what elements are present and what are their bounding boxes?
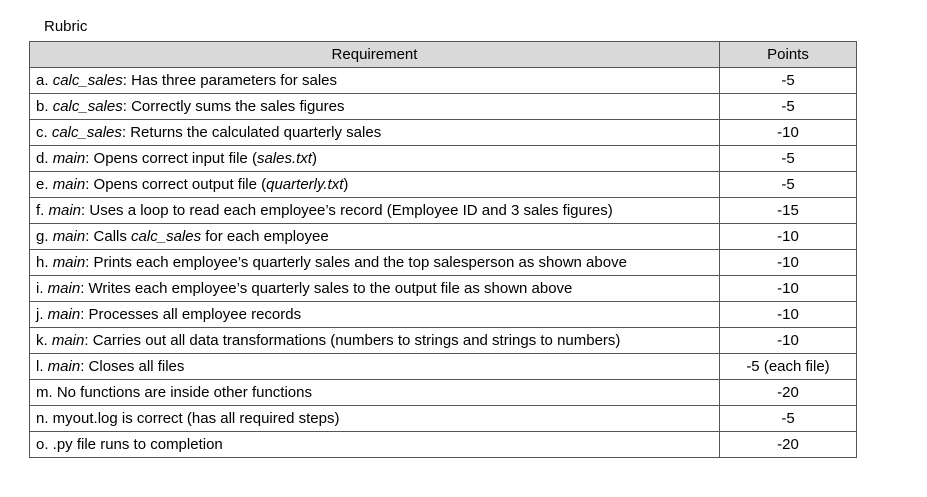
- table-row: [30, 172, 857, 198]
- requirement-cell: a. calc_sales: Has three parameters for sales: [30, 68, 720, 94]
- points-cell: -5 (each file): [720, 354, 857, 380]
- points-cell: -20: [720, 380, 857, 406]
- requirement-cell: m. No functions are inside other functions: [30, 380, 720, 406]
- table-header-row: [30, 42, 857, 68]
- requirement-cell: l. main: Closes all files: [30, 354, 720, 380]
- requirement-cell: o. .py file runs to completion: [30, 432, 720, 458]
- requirement-cell: k. main: Carries out all data transformations (numbers to strings and strings to numbers): [30, 328, 720, 354]
- points-cell: -10: [720, 250, 857, 276]
- points-cell: -5: [720, 146, 857, 172]
- points-cell: -5: [720, 406, 857, 432]
- requirement-cell: j. main: Processes all employee records: [30, 302, 720, 328]
- points-cell: -10: [720, 302, 857, 328]
- rubric-heading: Rubric: [44, 18, 88, 35]
- table-row: [30, 328, 857, 354]
- points-cell: -20: [720, 432, 857, 458]
- points-cell: -5: [720, 172, 857, 198]
- points-cell: -15: [720, 198, 857, 224]
- points-cell: -10: [720, 224, 857, 250]
- requirement-header: Requirement: [30, 42, 720, 68]
- requirement-cell: f. main: Uses a loop to read each employee’s record (Employee ID and 3 sales figures): [30, 198, 720, 224]
- requirement-cell: h. main: Prints each employee’s quarterly sales and the top salesperson as shown above: [30, 250, 720, 276]
- table-row: [30, 120, 857, 146]
- rubric-table: [29, 41, 857, 458]
- table-row: [30, 302, 857, 328]
- requirement-cell: c. calc_sales: Returns the calculated quarterly sales: [30, 120, 720, 146]
- points-header: Points: [720, 42, 857, 68]
- table-row: [30, 198, 857, 224]
- table-row: [30, 250, 857, 276]
- requirement-cell: i. main: Writes each employee’s quarterly sales to the output file as shown above: [30, 276, 720, 302]
- requirement-cell: n. myout.log is correct (has all required steps): [30, 406, 720, 432]
- points-cell: -10: [720, 276, 857, 302]
- requirement-cell: g. main: Calls calc_sales for each employee: [30, 224, 720, 250]
- requirement-cell: e. main: Opens correct output file (quarterly.txt): [30, 172, 720, 198]
- points-cell: -10: [720, 120, 857, 146]
- table-row: [30, 432, 857, 458]
- table-row: [30, 380, 857, 406]
- table-row: [30, 276, 857, 302]
- table-row: [30, 94, 857, 120]
- requirement-cell: d. main: Opens correct input file (sales.txt): [30, 146, 720, 172]
- table-row: [30, 354, 857, 380]
- table-row: [30, 68, 857, 94]
- points-cell: -10: [720, 328, 857, 354]
- points-cell: -5: [720, 68, 857, 94]
- requirement-cell: b. calc_sales: Correctly sums the sales figures: [30, 94, 720, 120]
- table-row: [30, 406, 857, 432]
- table-row: [30, 146, 857, 172]
- points-cell: -5: [720, 94, 857, 120]
- table-row: [30, 224, 857, 250]
